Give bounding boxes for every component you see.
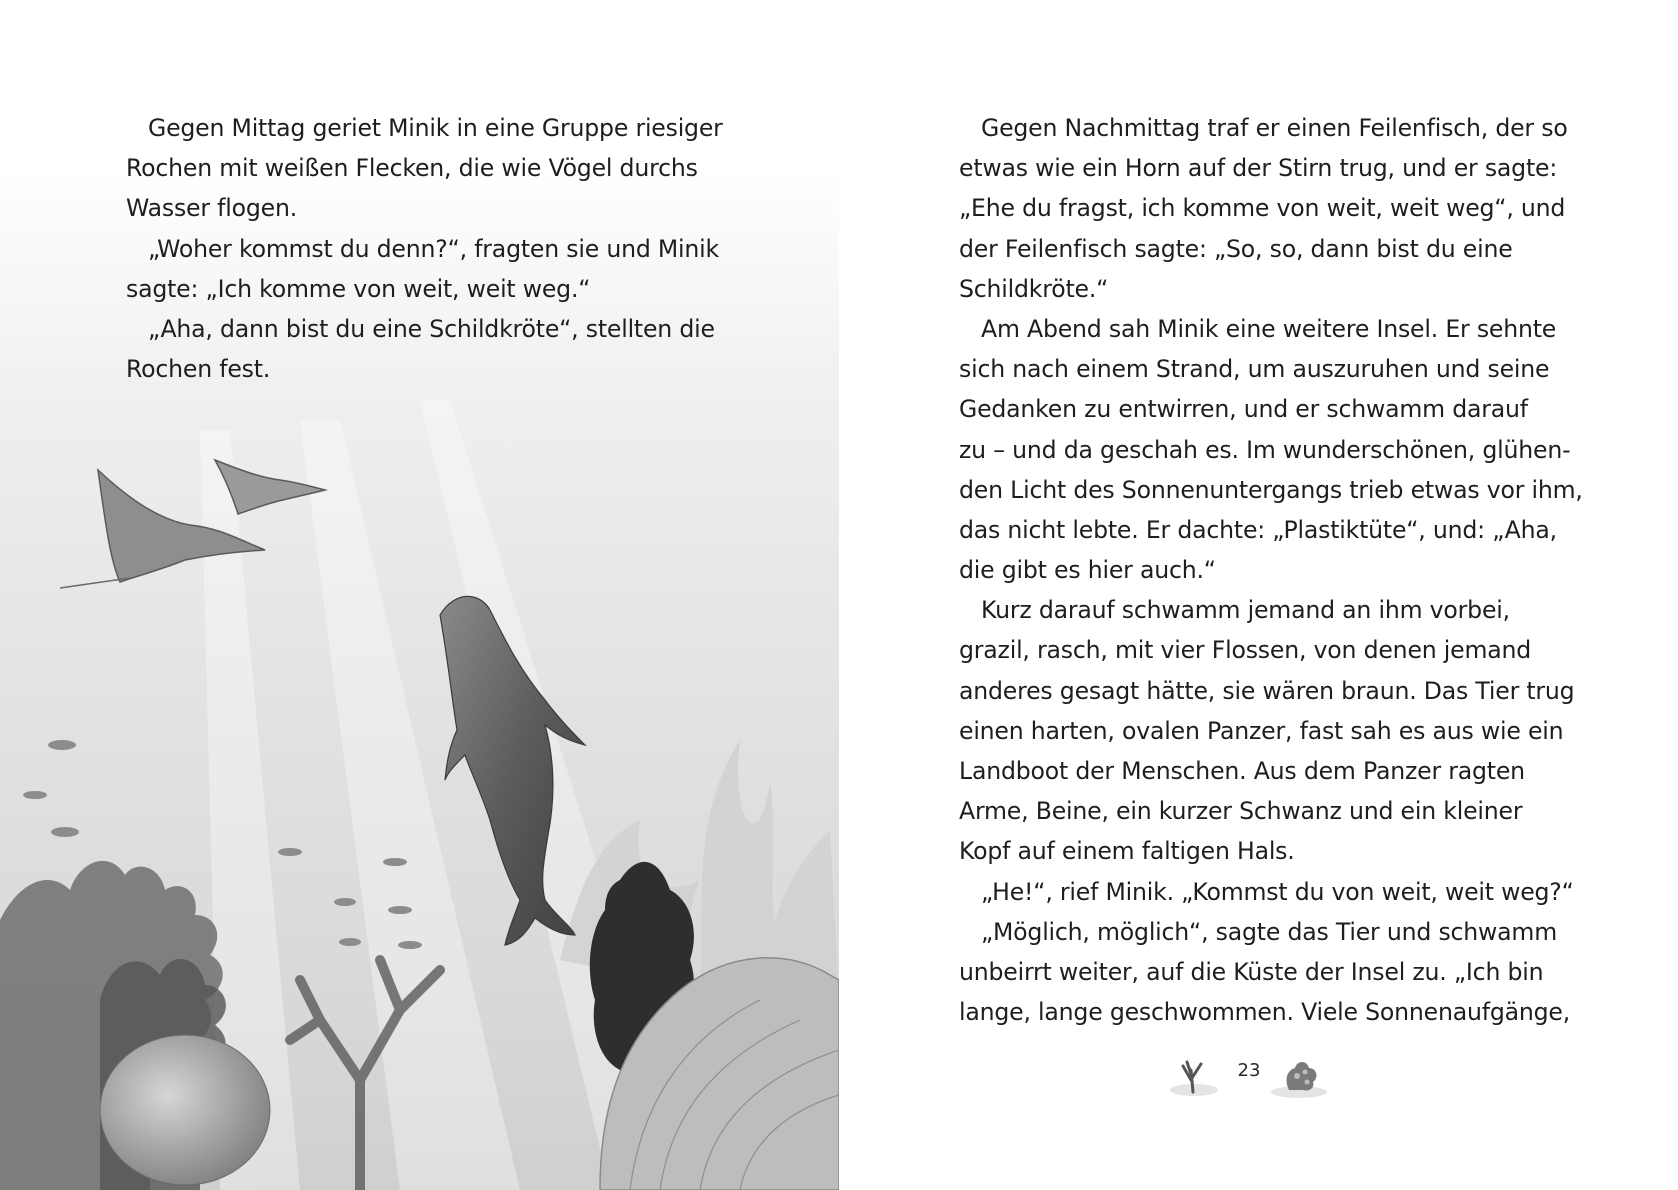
rock	[100, 1035, 270, 1185]
text-line: etwas wie ein Horn auf der Stirn trug, und er sagte:	[959, 154, 1558, 183]
text-line: „Möglich, möglich“, sagte das Tier und schwamm	[981, 917, 1557, 946]
text-line: einen harten, ovalen Panzer, fast sah es aus wie ein	[959, 716, 1564, 745]
text-line: „Aha, dann bist du eine Schildkröte“, stellten die	[148, 314, 715, 343]
left-page-text	[126, 108, 736, 389]
text-line: Schildkröte.“	[959, 274, 1109, 303]
text-line: sich nach einem Strand, um auszuruhen und seine	[959, 355, 1550, 384]
text-line: grazil, rasch, mit vier Flossen, von denen jemand	[959, 636, 1532, 665]
text-line: Kopf auf einem faltigen Hals.	[959, 837, 1295, 866]
text-line: Rochen mit weißen Flecken, die wie Vögel durchs	[126, 154, 698, 183]
text-line: die gibt es hier auch.“	[959, 556, 1216, 585]
text-line: das nicht lebte. Er dachte: „Plastiktüte“, und: „Aha,	[959, 515, 1557, 544]
text-line: sagte: „Ich komme von weit, weit weg.“	[126, 274, 591, 303]
page-folio	[1169, 1050, 1329, 1100]
text-line: Landboot der Menschen. Aus dem Panzer ragten	[959, 757, 1525, 785]
text-line: den Licht des Sonnenuntergangs trieb etwas vor ihm,	[959, 475, 1583, 504]
text-line: Rochen fest.	[126, 355, 271, 384]
text-line: unbeirrt weiter, auf die Küste der Insel zu. „Ich bin	[959, 957, 1544, 986]
text-line: lange, lange geschwommen. Viele Sonnenaufgänge,	[959, 998, 1571, 1027]
text-line: Gegen Nachmittag traf er einen Feilenfisch, der so	[981, 114, 1568, 142]
coral-right-ornament-icon	[1269, 1050, 1329, 1100]
text-line: Arme, Beine, ein kurzer Schwanz und ein kleiner	[959, 797, 1523, 826]
text-line: Wasser flogen.	[126, 194, 298, 223]
text-line: anderes gesagt hätte, sie wären braun. Das Tier trug	[959, 676, 1575, 705]
right-page-text	[959, 108, 1583, 1032]
text-line: „He!“, rief Minik. „Kommst du von weit, weit weg?“	[981, 877, 1574, 906]
text-line: „Ehe du fragst, ich komme von weit, weit weg“, und	[959, 194, 1566, 223]
text-line: Am Abend sah Minik eine weitere Insel. Er sehnte	[981, 314, 1557, 343]
text-line: Gegen Mittag geriet Minik in eine Gruppe riesiger	[148, 114, 723, 142]
right-page	[839, 0, 1678, 1190]
text-line: der Feilenfisch sagte: „So, so, dann bist du eine	[959, 234, 1513, 263]
text-line: zu – und da geschah es. Im wunderschönen, glühen-	[959, 435, 1571, 464]
text-line: Kurz darauf schwamm jemand an ihm vorbei,	[981, 596, 1510, 625]
page-number: 23	[1237, 1060, 1261, 1081]
text-line: Gedanken zu entwirren, und er schwamm darauf	[959, 395, 1528, 424]
text-line: „Woher kommst du denn?“, fragten sie und Minik	[148, 234, 719, 263]
